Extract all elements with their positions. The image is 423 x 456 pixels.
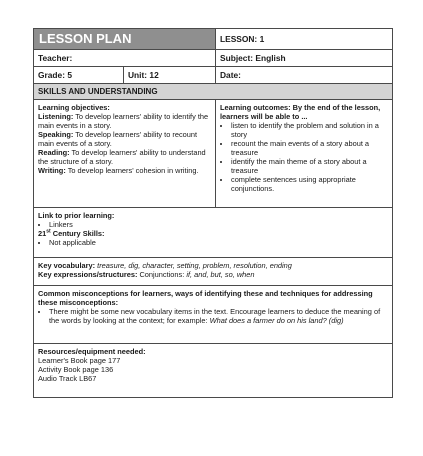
objective-reading — [38, 148, 211, 166]
resource-line: Learner's Book page 177 — [38, 356, 121, 365]
subject-cell — [216, 50, 393, 67]
objective-label: Writing: — [38, 166, 66, 175]
misconceptions-text: There might be some new vocabulary items in the text. Encourage learners to deduce the meaning of the words by looking at the context; for example: — [49, 307, 381, 325]
vocabulary-cell — [34, 258, 393, 286]
misconceptions-row — [34, 286, 393, 344]
objective-text: To develop learners' ability to recount main events of a story. — [38, 130, 198, 148]
objective-text: To develop learners' ability to understand the structure of a story. — [38, 148, 206, 166]
key-expressions-plain: Conjunctions: — [139, 270, 187, 279]
learning-objectives-cell — [34, 100, 216, 208]
teacher-subject-row — [34, 50, 393, 67]
objective-label: Reading: — [38, 148, 70, 157]
teacher-cell — [34, 50, 216, 67]
date-label: Date: — [220, 69, 241, 80]
lesson-label: LESSON: — [220, 33, 258, 44]
resource-line: Activity Book page 136 — [38, 365, 114, 374]
outcomes-list — [220, 121, 388, 193]
objective-writing — [38, 166, 211, 175]
key-vocabulary-label: Key vocabulary: — [38, 261, 96, 270]
objectives-outcomes-row — [34, 100, 393, 208]
title-row — [34, 29, 393, 50]
resources-row — [34, 344, 393, 398]
grade-unit-date-row — [34, 67, 393, 84]
misconceptions-heading: Common misconceptions for learners, ways of identifying these and techniques for addressing these misconceptions: — [38, 289, 373, 307]
misconceptions-cell — [34, 286, 393, 344]
lesson-plan-table — [33, 28, 393, 398]
misconceptions-list — [38, 307, 388, 325]
objective-text: To develop learners' ability to identify the main events in a story. — [38, 112, 209, 130]
lesson-number-cell — [216, 29, 393, 50]
century-ordinal: st — [46, 228, 51, 235]
lesson-number: 1 — [259, 33, 265, 44]
subject-value: English — [255, 52, 286, 63]
objective-label: Speaking: — [38, 130, 74, 139]
grade-label: Grade: — [38, 69, 65, 80]
century-text: Century Skills: — [50, 229, 105, 238]
outcome-item: • identify the main theme of a story about a treasure — [231, 157, 388, 175]
unit-label: Unit: — [128, 69, 148, 80]
unit-value: 12 — [149, 69, 159, 80]
subject-label: Subject: — [220, 52, 254, 63]
century-skills-list — [38, 238, 388, 247]
key-vocabulary-text: treasure, dig, character, setting, problem, resolution, ending — [97, 261, 292, 270]
skills-heading: SKILLS AND UNDERSTANDING — [34, 84, 393, 100]
learning-outcomes-cell — [216, 100, 393, 208]
skills-heading-row — [34, 84, 393, 100]
century-number: 21 — [38, 229, 47, 238]
prior-learning-row — [34, 208, 393, 258]
key-expressions-label: Key expressions/structures: — [38, 270, 138, 279]
teacher-label: Teacher: — [38, 52, 73, 63]
prior-learning-cell — [34, 208, 393, 258]
grade-value: 5 — [67, 69, 72, 80]
outcome-item: • complete sentences using appropriate conjunctions. — [231, 175, 388, 193]
objective-speaking — [38, 130, 211, 148]
prior-learning-list — [38, 220, 388, 229]
resources-cell — [34, 344, 393, 398]
lesson-plan-title: LESSON PLAN — [34, 29, 216, 50]
key-vocabulary-line — [38, 261, 388, 270]
key-expressions-line — [38, 270, 388, 279]
prior-learning-item: • Linkers — [49, 220, 388, 229]
unit-cell — [124, 67, 216, 84]
grade-cell — [34, 67, 124, 84]
outcomes-heading: Learning outcomes: By the end of the lesson, learners will be able to ... — [220, 103, 381, 121]
objective-text: To develop learners' cohesion in writing. — [67, 166, 199, 175]
misconceptions-example: What does a farmer do on his land? (dig) — [209, 316, 344, 325]
lesson-plan-document — [33, 28, 392, 398]
century-skills-heading — [38, 229, 388, 238]
key-expressions-italic: if, and, but, so, when — [186, 270, 255, 279]
outcome-item: • listen to identify the problem and solution in a story — [231, 121, 388, 139]
resource-line: Audio Track LB67 — [38, 374, 97, 383]
outcome-item: • recount the main events of a story about a treasure — [231, 139, 388, 157]
objective-listening — [38, 112, 211, 130]
century-skills-item: • Not applicable — [49, 238, 388, 247]
misconceptions-item — [49, 307, 388, 325]
objectives-heading: Learning objectives: — [38, 103, 110, 112]
vocabulary-row — [34, 258, 393, 286]
prior-learning-heading: Link to prior learning: — [38, 211, 115, 220]
resources-heading: Resources/equipment needed: — [38, 347, 146, 356]
date-cell — [216, 67, 393, 84]
objective-label: Listening: — [38, 112, 74, 121]
